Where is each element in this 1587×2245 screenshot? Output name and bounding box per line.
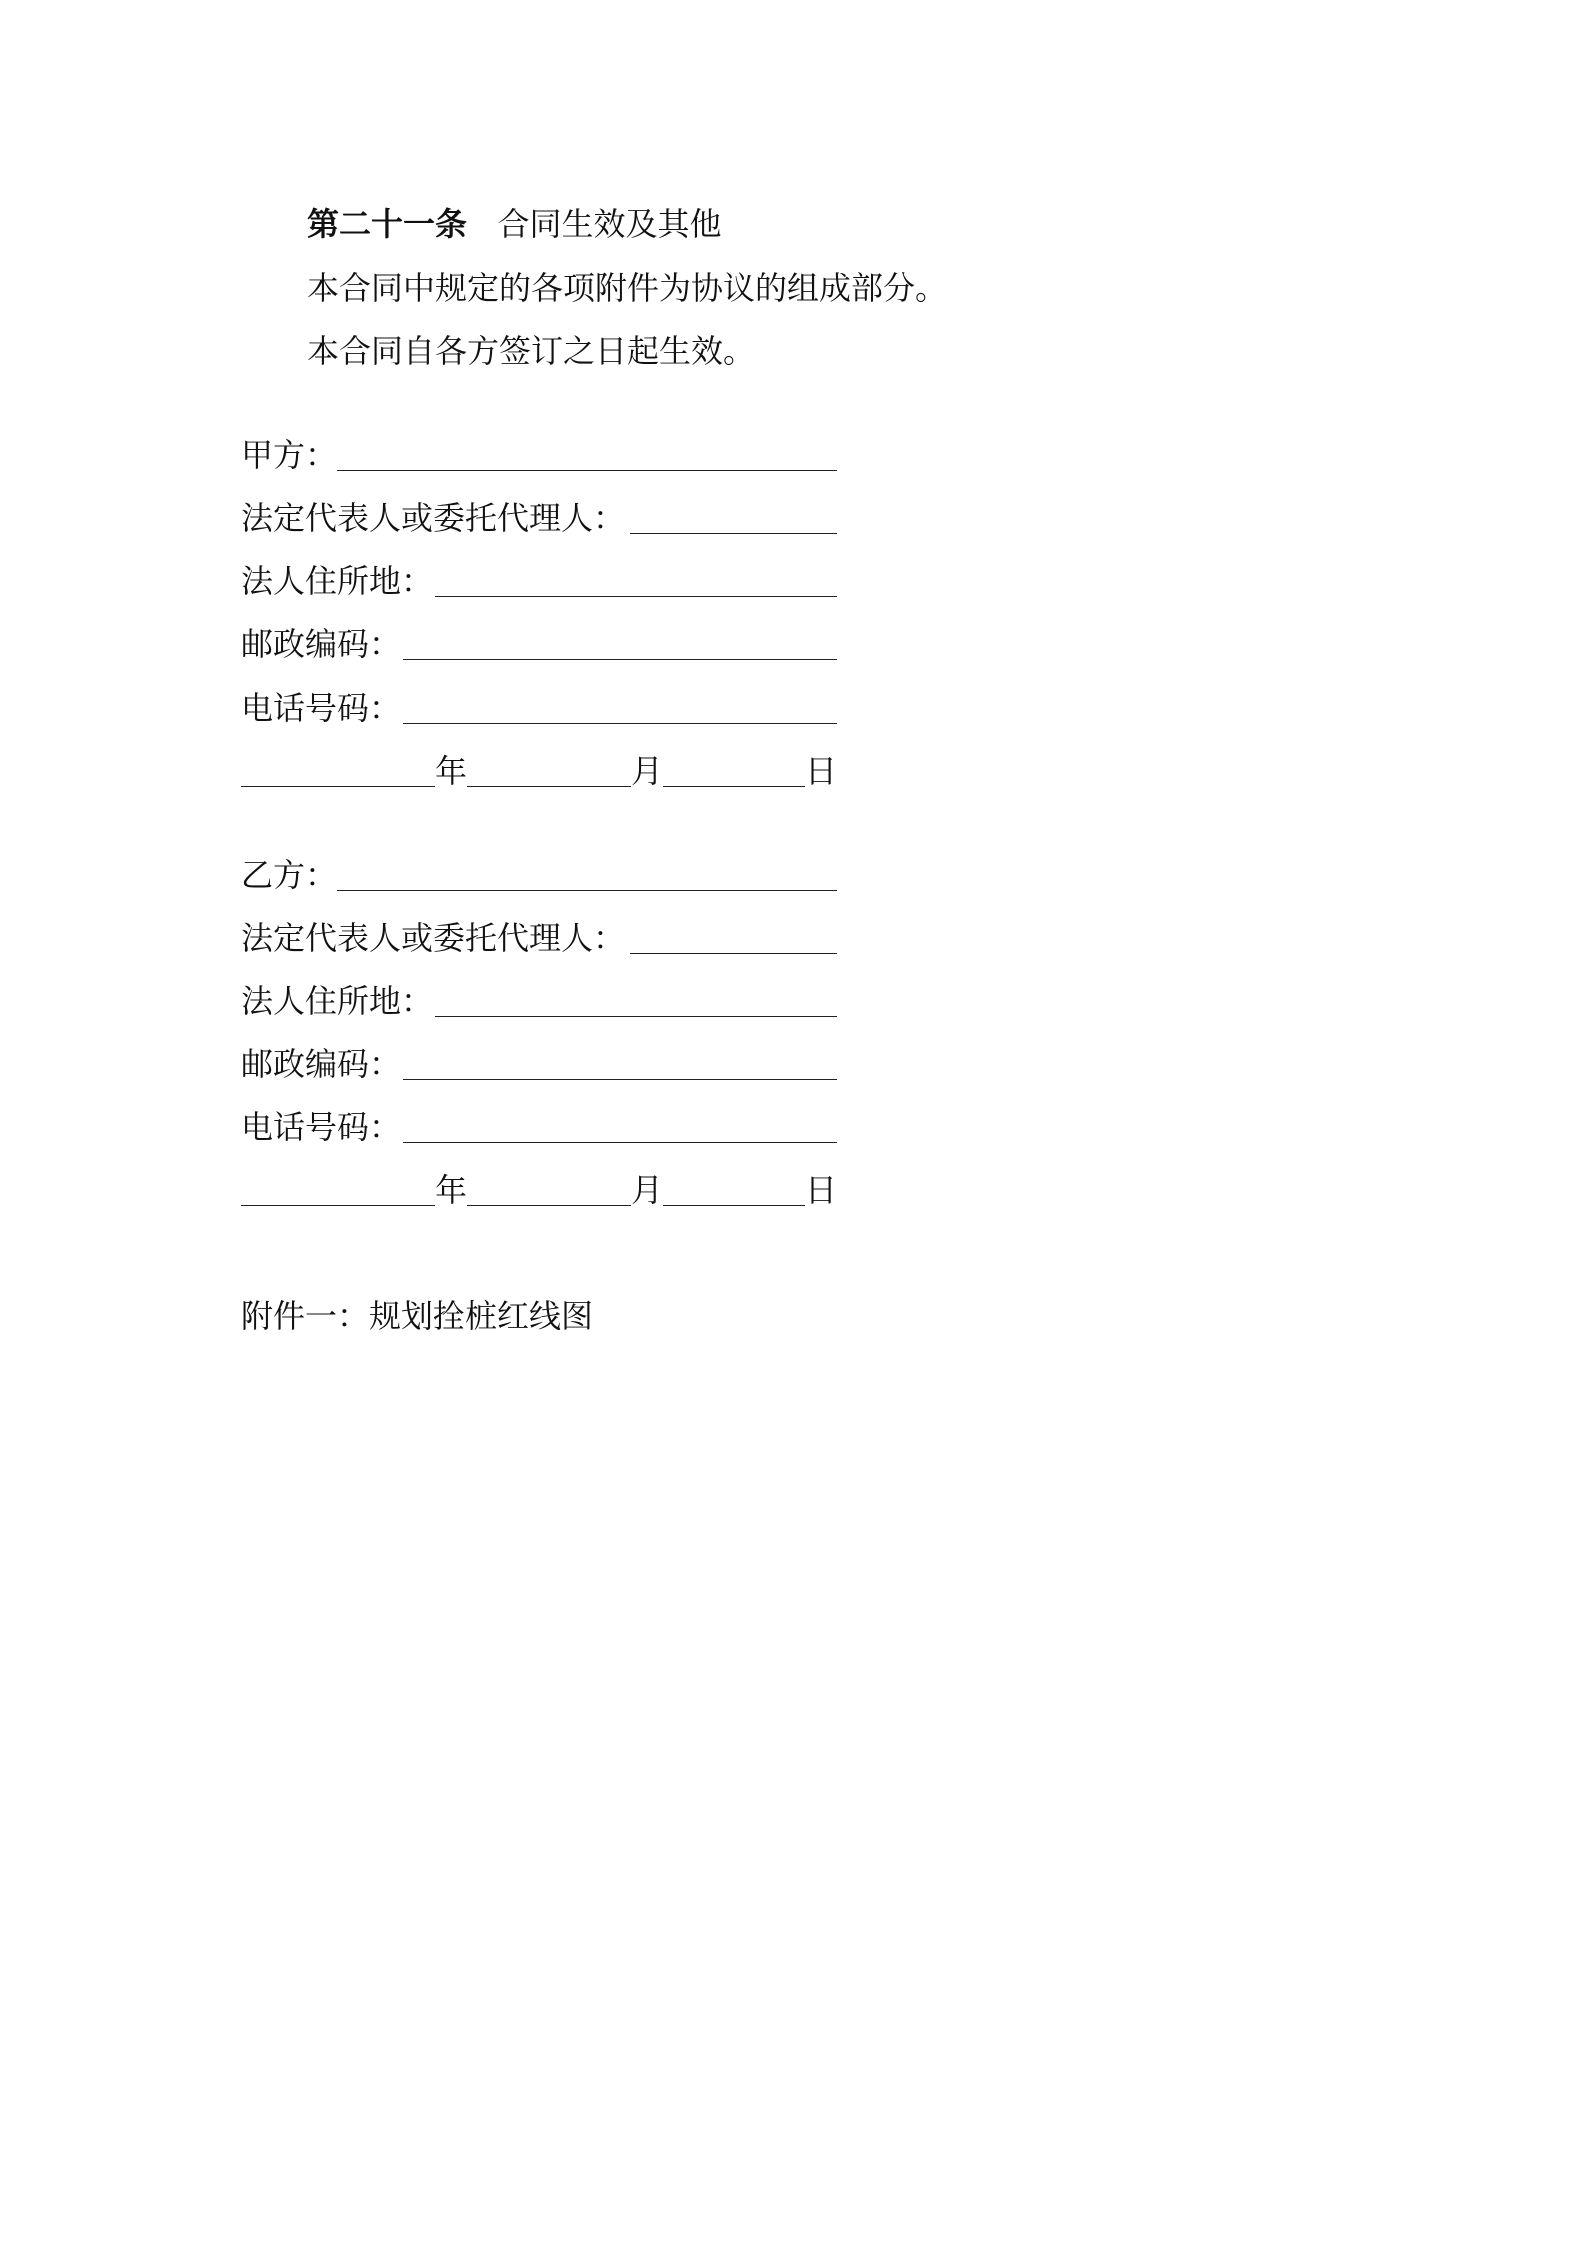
party-b-name-blank[interactable] [337,890,837,891]
party-b-day-unit: 日 [805,1171,838,1209]
party-a-rep-blank[interactable] [630,533,837,534]
party-b-address-field [241,981,837,1021]
party-b-rep-field [241,918,837,958]
party-a-day-unit: 日 [805,752,838,790]
party-a-phone-field [241,688,837,728]
party-b-rep-label: 法定代表人或委托代理人： [241,919,626,957]
party-a-address-label: 法人住所地： [241,562,434,600]
party-a-day-blank[interactable] [663,786,805,787]
article-title: 合同生效及其他 [497,205,722,243]
party-b-postcode-blank[interactable] [403,1079,837,1080]
article-paragraph-2: 本合同自各方签订之日起生效。 [307,332,756,370]
party-b-address-label: 法人住所地： [241,982,434,1020]
party-a-address-field [241,561,837,601]
party-b-address-blank[interactable] [435,1016,837,1017]
party-b-phone-field [241,1107,837,1147]
party-a-rep-field [241,498,837,538]
party-a-month-blank[interactable] [467,786,631,787]
attachment-note: 附件一：规划拴桩红线图 [241,1297,594,1335]
party-b-year-blank[interactable] [241,1205,435,1206]
party-a-name-label: 甲方： [241,436,338,474]
party-a-rep-label: 法定代表人或委托代理人： [241,499,626,537]
party-a-month-unit: 月 [631,752,664,790]
party-b-date-row [241,1170,837,1210]
party-a-postcode-label: 邮政编码： [241,625,402,663]
party-b-name-field [241,855,837,895]
party-b-day-blank[interactable] [663,1205,805,1206]
party-b-name-label: 乙方： [241,856,338,894]
party-a-name-blank[interactable] [337,470,837,471]
party-b-postcode-field [241,1044,837,1084]
article-spacer [477,205,487,243]
party-a-address-blank[interactable] [435,596,837,597]
party-b-month-unit: 月 [631,1171,664,1209]
party-a-date-row [241,751,837,791]
party-b-rep-blank[interactable] [630,953,837,954]
party-a-name-field [241,435,837,475]
article-number: 第二十一条 [307,205,468,243]
article-paragraph-1: 本合同中规定的各项附件为协议的组成部分。 [307,269,948,307]
party-a-year-unit: 年 [435,752,468,790]
party-a-year-blank[interactable] [241,786,435,787]
party-a-phone-label: 电话号码： [241,689,402,727]
party-a-postcode-blank[interactable] [403,659,837,660]
party-b-year-unit: 年 [435,1171,468,1209]
party-b-phone-label: 电话号码： [241,1108,402,1146]
article-heading [307,204,722,244]
party-b-month-blank[interactable] [467,1205,631,1206]
party-b-postcode-label: 邮政编码： [241,1045,402,1083]
party-b-phone-blank[interactable] [403,1142,837,1143]
party-a-postcode-field [241,624,837,664]
party-a-phone-blank[interactable] [403,723,837,724]
